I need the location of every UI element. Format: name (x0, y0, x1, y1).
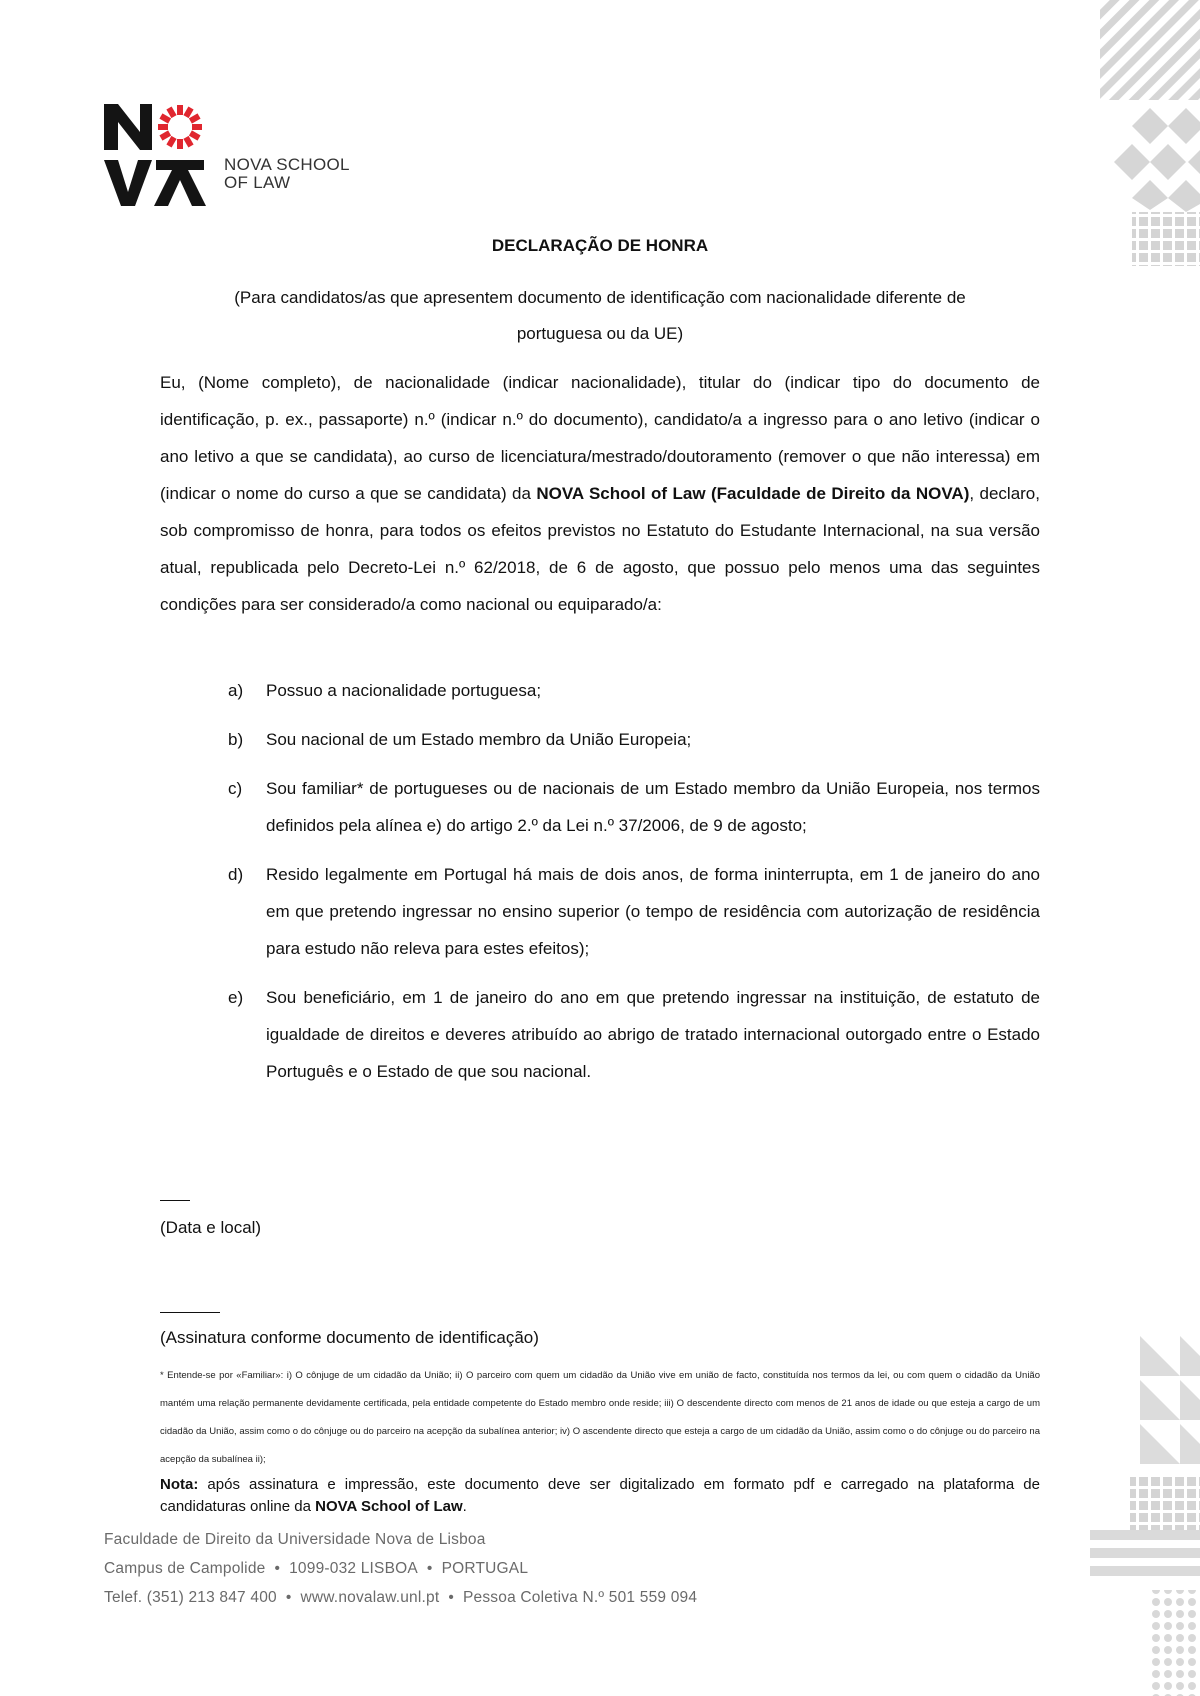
condition-item-c (228, 770, 1040, 844)
condition-marker: a) (228, 681, 244, 700)
footer-contacts (104, 1583, 697, 1612)
declaration-title: DECLARAÇÃO DE HONRA (491, 236, 709, 255)
condition-marker: e) (228, 988, 244, 1007)
date-location-label: (Data e local) (160, 1218, 262, 1237)
condition-item-a (228, 672, 1040, 709)
condition-marker: c) (228, 779, 243, 798)
condition-text: Sou nacional de um Estado membro da União Europeia; (266, 730, 692, 749)
footer-country: PORTUGAL (441, 1560, 529, 1577)
footer-separator: • (426, 1560, 433, 1577)
logo-wordmark (224, 156, 350, 192)
conditions-list (228, 672, 1040, 1102)
submission-note (160, 1474, 1040, 1518)
condition-text: Sou beneficiário, em 1 de janeiro do ano em que pretendo ingressar na instituição, de estatuto de igualdade de direitos e deveres atribuído ao abrigo de tratado internacional outorgado entre o Estado Português e o Estado de que sou nacional. (266, 988, 1040, 1081)
logo-line-2: OF LAW (224, 173, 291, 192)
note-institution-name: NOVA School of Law (315, 1498, 463, 1515)
footer-campus: Campus de Campolide (104, 1560, 266, 1577)
condition-text: Resido legalmente em Portugal há mais de dois anos, de forma ininterrupta, em 1 de janeiro do ano em que pretendo ingressar no ensino superior (o tempo de residência com autorização de residência para estudo não releva para estes efeitos); (266, 865, 1040, 958)
footer-separator: • (274, 1560, 281, 1577)
footer-website: www.novalaw.unl.pt (300, 1589, 440, 1606)
footer-phone: Telef. (351) 213 847 400 (104, 1589, 277, 1606)
logo-line-1: NOVA SCHOOL (224, 155, 350, 174)
declaration-body (160, 364, 1040, 623)
body-institution-name: NOVA School of Law (Faculdade de Direito da NOVA) (536, 484, 970, 503)
footer-postal-code: 1099-032 LISBOA (289, 1560, 418, 1577)
signature-line (160, 1312, 220, 1313)
footer-tax-id: Pessoa Coletiva N.º 501 559 094 (463, 1589, 698, 1606)
body-part-1: Eu, (Nome completo), de nacionalidade (indicar nacionalidade), titular do (indicar tipo do documento de identificação, p. ex., passaporte) n.º (indicar n.º do documento), candidato/a a ingresso para o ano letivo (indicar o ano letivo a que se candidata), ao curso de licenciatura/mestrado/doutoramento (remover o que não interessa) em (indicar o nome do curso a que se candidata) da (160, 373, 1040, 503)
footer-separator: • (285, 1589, 292, 1606)
note-text-1: após assinatura e impressão, este documento deve ser digitalizado em formato pdf e carregado na plataforma de candidaturas online da (160, 1476, 1040, 1515)
note-text-2: . (462, 1498, 467, 1515)
condition-item-b (228, 721, 1040, 758)
condition-text: Possuo a nacionalidade portuguesa; (266, 681, 542, 700)
page-footer (104, 1525, 697, 1612)
footer-institution: Faculdade de Direito da Universidade Nova de Lisboa (104, 1531, 486, 1548)
date-signature-line (160, 1200, 190, 1201)
note-label: Nota: (160, 1476, 199, 1493)
familiar-footnote: * Entende-se por «Familiar»: i) O cônjuge de um cidadão da União; ii) O parceiro com quem um cidadão da União vive em união de facto, constituída nos termos da lei, ou com quem o cidadão da União mantém uma relação permanente devidamente certificada, pela entidade competente do Estado membro onde reside; iii) O descendente directo com menos de 21 anos de idade ou que esteja a cargo de um cidadão da União, assim como o do cônjuge ou do parceiro na acepção da subalínea anterior; iv) O ascendente directo que esteja a cargo de um cidadão da União, assim como o do cônjuge ou do parceiro na acepção da subalínea ii); (160, 1370, 1040, 1465)
condition-text: Sou familiar* de portugueses ou de nacionais de um Estado membro da União Europeia, nos termos definidos pela alínea e) do artigo 2.º da Lei n.º 37/2006, de 9 de agosto; (266, 779, 1040, 835)
footer-separator: • (448, 1589, 454, 1606)
body-part-2: , declaro, sob compromisso de honra, para todos os efeitos previstos no Estatuto do Estudante Internacional, na sua versão atual, republicada pelo Decreto-Lei n.º 62/2018, de 6 de agosto, que possuo pelo menos uma das seguintes condições para ser considerado/a como nacional ou equiparado/a: (160, 484, 1040, 614)
declaration-subtitle: (Para candidatos/as que apresentem documento de identificação com nacionalidade diferente de portuguesa ou da UE) (234, 288, 966, 343)
nova-school-of-law-logo (104, 104, 364, 214)
condition-item-e (228, 979, 1040, 1090)
condition-marker: d) (228, 865, 244, 884)
signature-label: (Assinatura conforme documento de identificação) (160, 1328, 539, 1347)
nova-logo-mark-icon (104, 104, 214, 214)
condition-item-d (228, 856, 1040, 967)
condition-marker: b) (228, 730, 244, 749)
footer-address (104, 1554, 697, 1583)
